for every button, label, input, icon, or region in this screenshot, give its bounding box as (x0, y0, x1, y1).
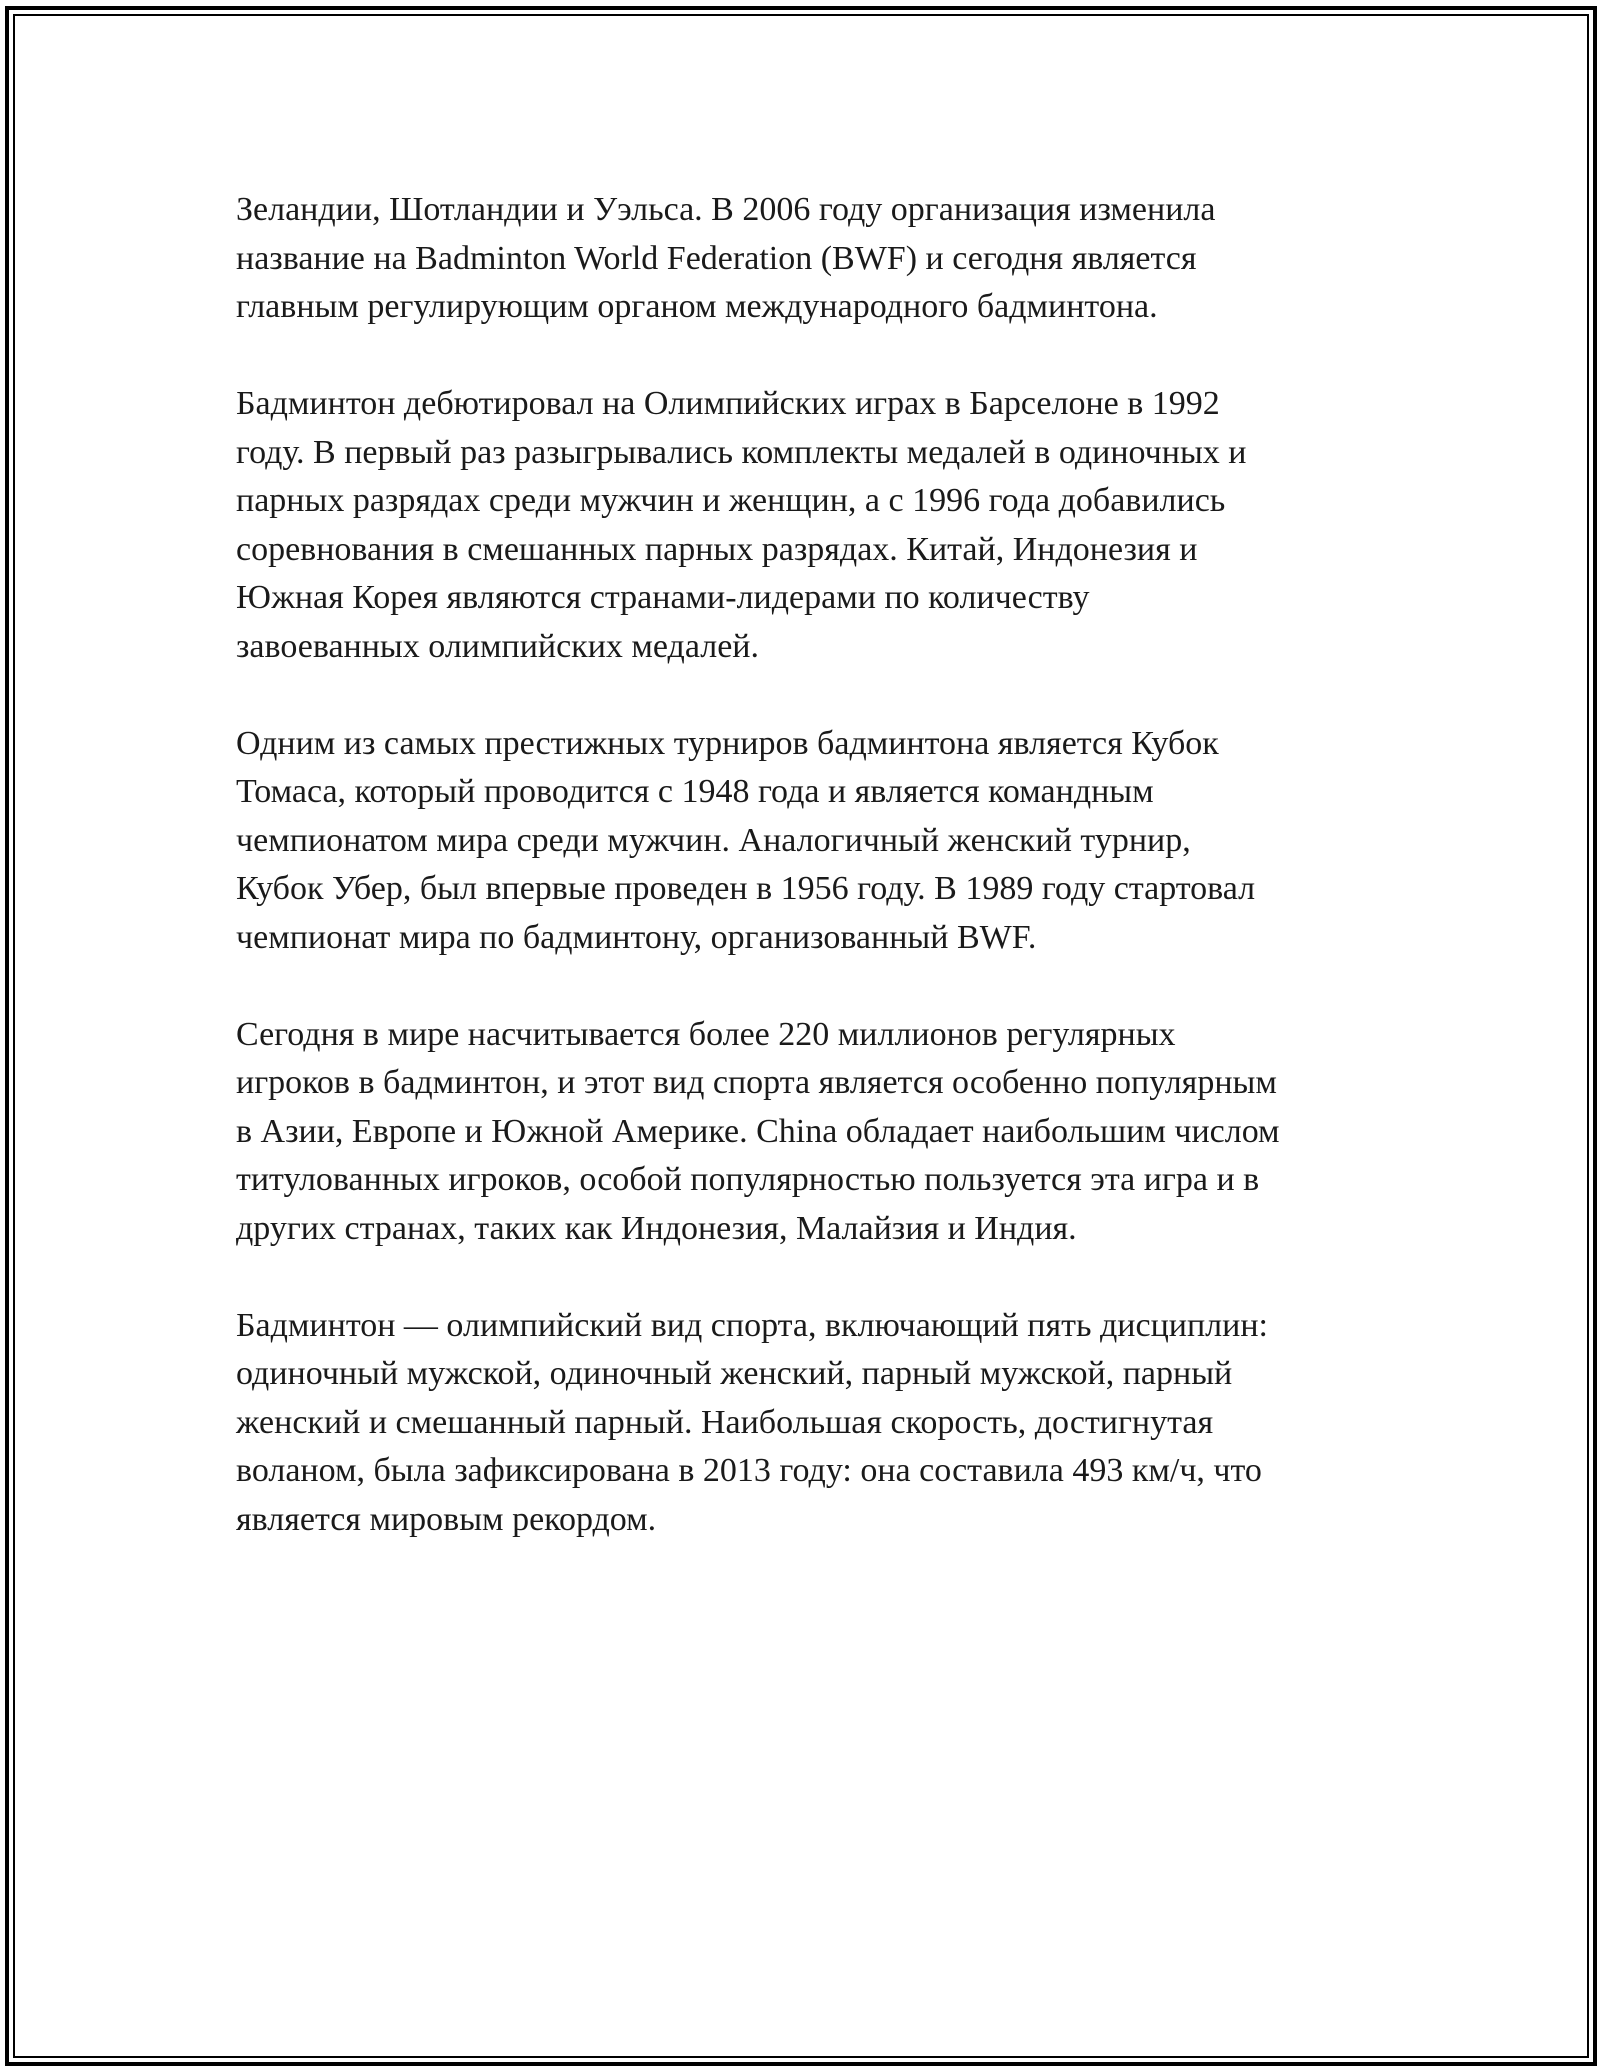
text-line: главным регулирующим органом международного бадминтона. (236, 288, 1158, 325)
text-line: Бадминтон — олимпийский вид спорта, включающий пять дисциплин: (236, 1306, 1268, 1344)
text-line: титулованных игроков, особой популярностью пользуется эта игра и в (236, 1161, 1260, 1198)
text-line: Южная Корея являются странами-лидерами по количеству (236, 579, 1090, 616)
text-line: чемпионат мира по бадминтону, организованный BWF. (236, 918, 1037, 956)
text-line: чемпионатом мира среди мужчин. Аналогичный женский турнир, (236, 821, 1191, 859)
text-line: других странах, таких как Индонезия, Малайзия и Индия. (236, 1209, 1077, 1247)
text-line: является мировым рекордом. (236, 1500, 657, 1538)
text-line: Одним из самых престижных турниров бадминтона является Кубок (236, 724, 1219, 762)
paragraph (236, 1302, 1376, 1545)
text-line: завоеванных олимпийских медалей. (236, 627, 759, 665)
text-line: Сегодня в мире насчитывается более 220 миллионов регулярных (236, 1015, 1176, 1053)
text-line: игроков в бадминтон, и этот вид спорта является особенно популярным (236, 1064, 1277, 1101)
text-line: название на Badminton World Federation (BWF) и сегодня является (236, 239, 1197, 277)
document-body (236, 186, 1376, 1593)
text-line: Томаса, который проводится с 1948 года и является командным (236, 773, 1154, 810)
text-line: году. В первый раз разыгрывались комплекты медалей в одиночных и (236, 433, 1247, 471)
text-line: Бадминтон дебютировал на Олимпийских играх в Барселоне в 1992 (236, 385, 1220, 422)
paragraph (236, 186, 1376, 332)
paragraph (236, 380, 1376, 671)
paragraph (236, 720, 1376, 963)
text-line: женский и смешанный парный. Наибольшая скорость, достигнутая (236, 1403, 1214, 1441)
text-line: воланом, была зафиксирована в 2013 году: она составила 493 км/ч, что (236, 1452, 1262, 1489)
text-line: Зеландии, Шотландии и Уэльса. В 2006 году организация изменила (236, 191, 1216, 228)
paragraph (236, 1011, 1376, 1254)
text-line: парных разрядах среди мужчин и женщин, а с 1996 года добавились (236, 482, 1226, 519)
text-line: соревнования в смешанных парных разрядах. Китай, Индонезия и (236, 530, 1198, 568)
text-line: Кубок Убер, был впервые проведен в 1956 году. В 1989 году стартовал (236, 870, 1256, 907)
text-line: в Азии, Европе и Южной Америке. China обладает наибольшим числом (236, 1112, 1280, 1150)
text-line: одиночный мужской, одиночный женский, парный мужской, парный (236, 1355, 1233, 1392)
